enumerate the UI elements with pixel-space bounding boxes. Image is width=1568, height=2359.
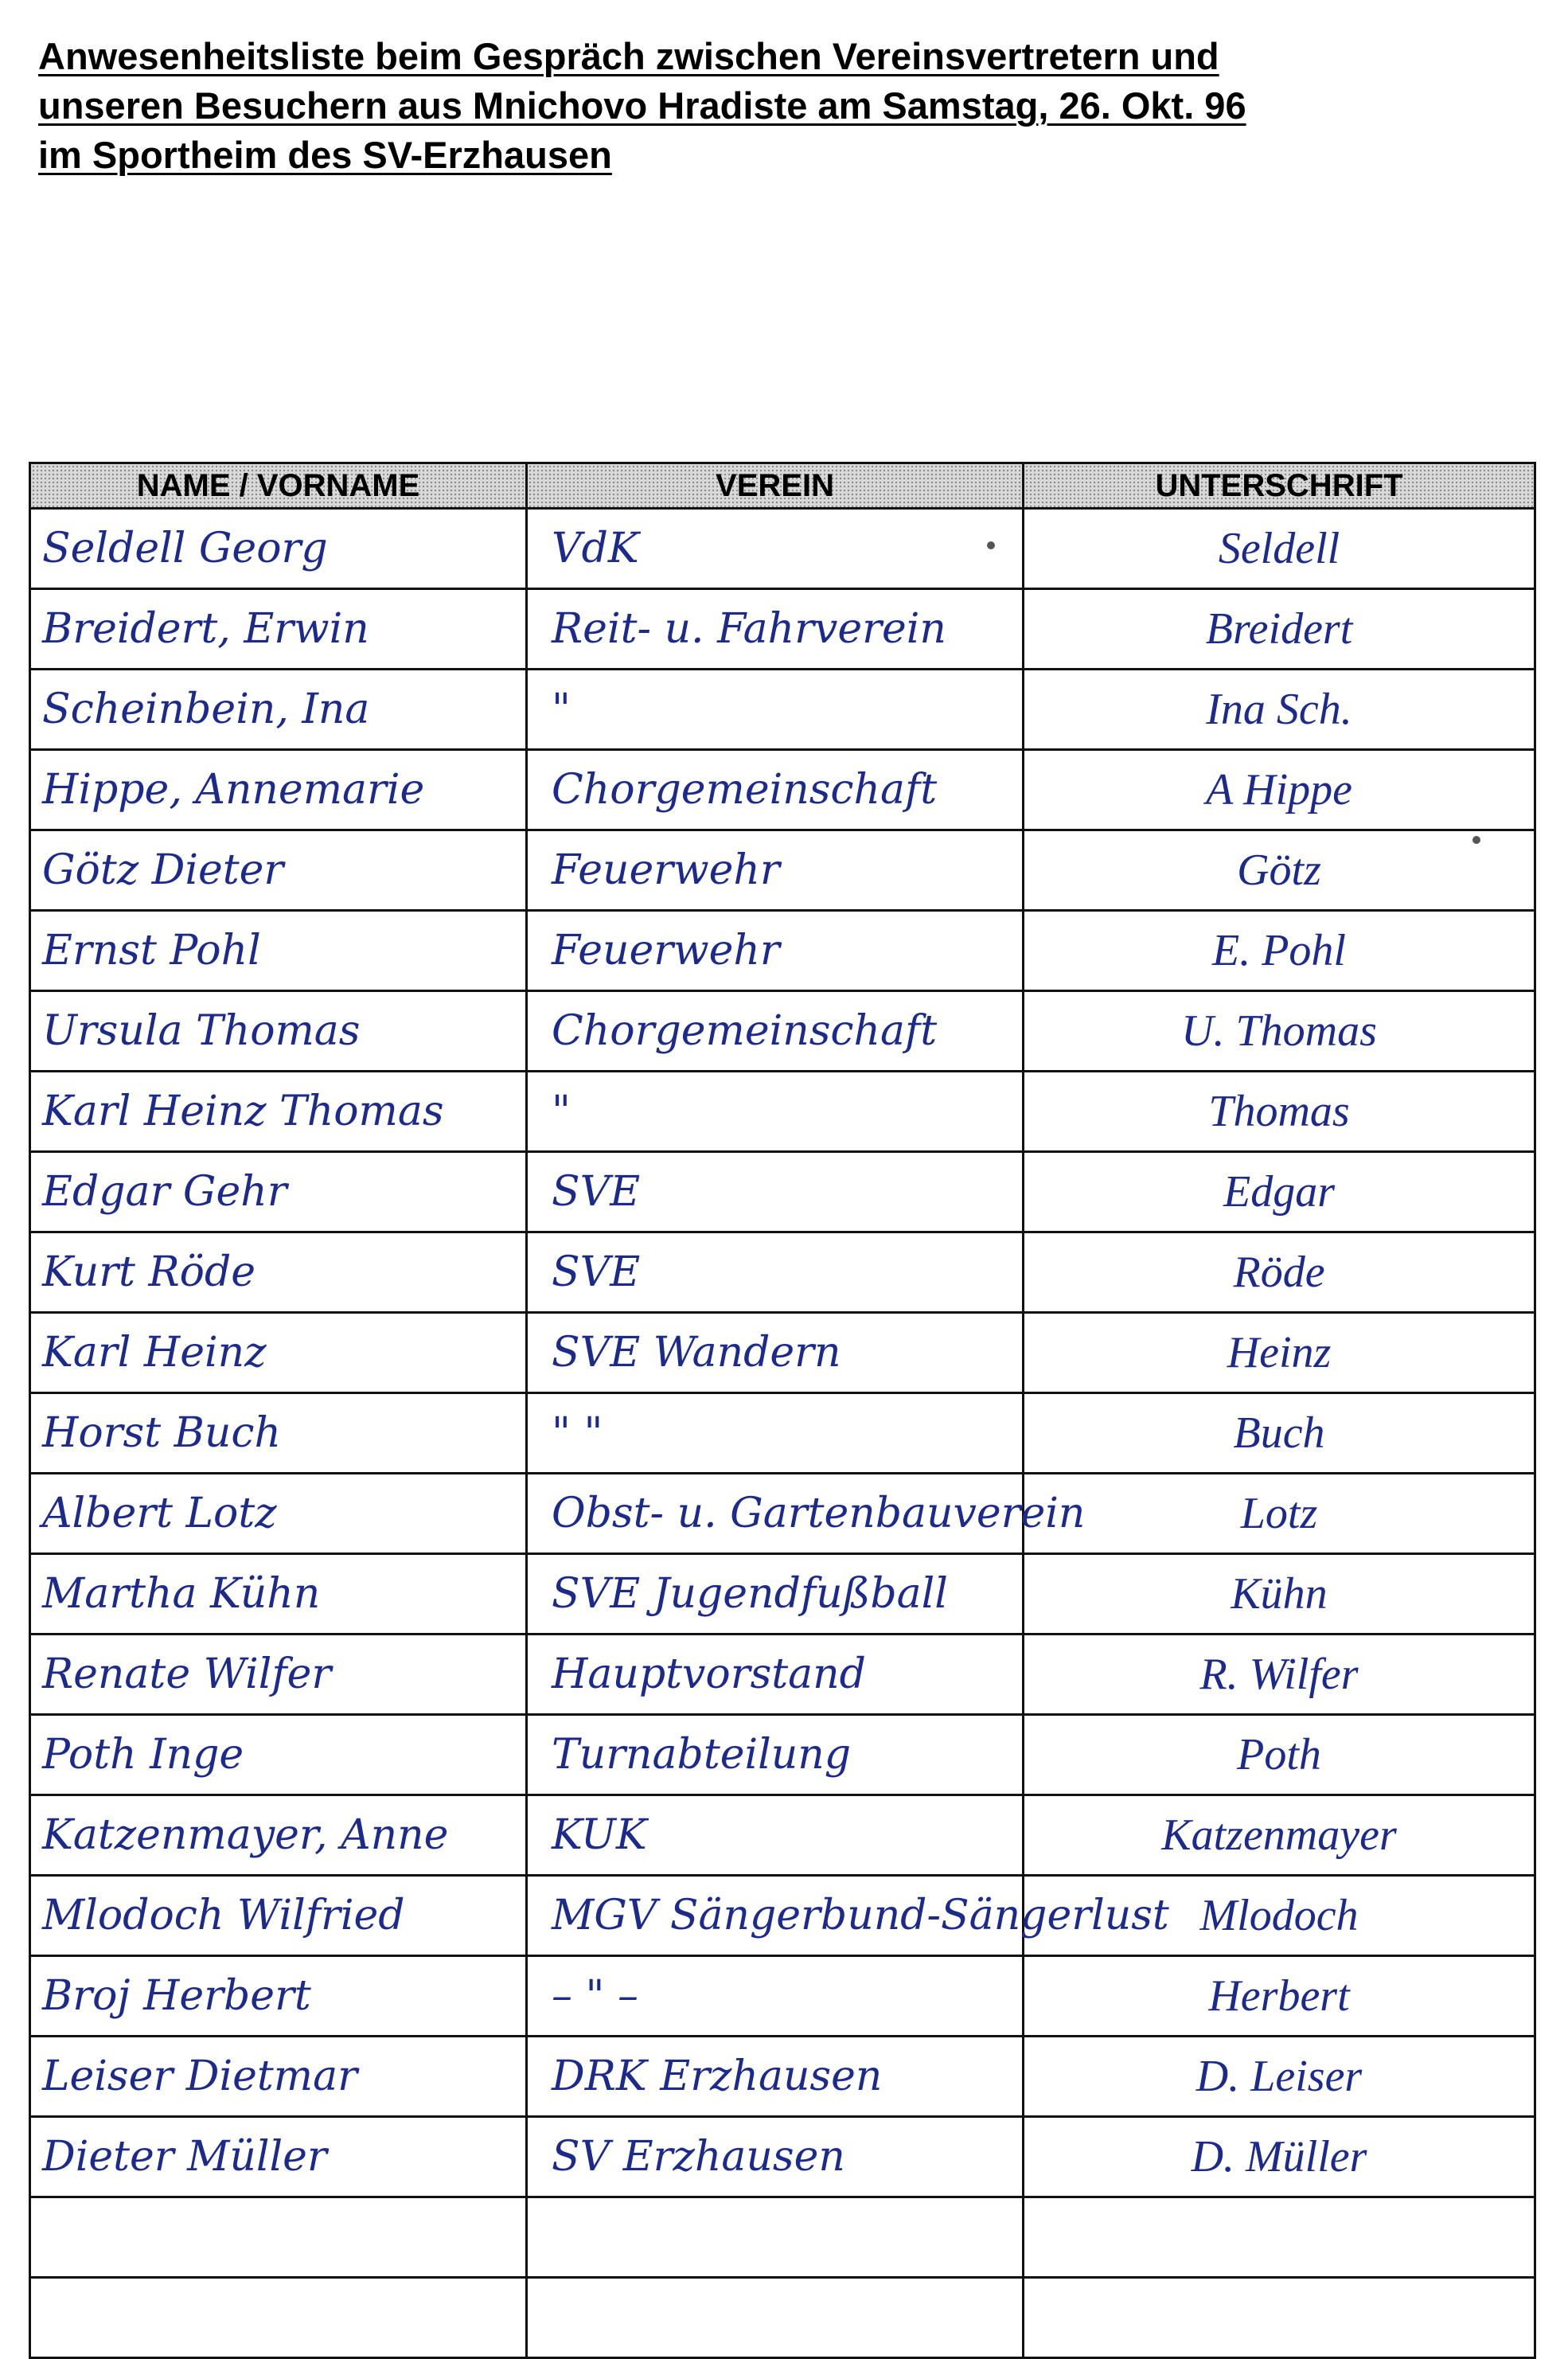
name-cell: Scheinbein, Ina bbox=[30, 670, 527, 750]
scan-speck bbox=[987, 541, 995, 549]
verein-cell bbox=[527, 2278, 1024, 2358]
signature-cell: D. Müller bbox=[1024, 2117, 1535, 2197]
verein-cell: VdK bbox=[527, 509, 1024, 589]
column-header-signature: UNTERSCHRIFT bbox=[1024, 463, 1535, 509]
attendance-rows bbox=[30, 509, 1535, 2358]
scan-speck bbox=[1472, 836, 1480, 844]
name-cell: Martha Kühn bbox=[30, 1554, 527, 1635]
table-row bbox=[30, 1232, 1535, 1313]
signature-cell: Mlodoch bbox=[1024, 1876, 1535, 1956]
table-row bbox=[30, 1795, 1535, 1876]
name-cell: Ernst Pohl bbox=[30, 911, 527, 991]
table-row bbox=[30, 670, 1535, 750]
table-row bbox=[30, 1393, 1535, 1474]
signature-cell bbox=[1024, 2197, 1535, 2278]
table-row bbox=[30, 589, 1535, 670]
name-cell: Karl Heinz Thomas bbox=[30, 1072, 527, 1152]
column-header-verein: VEREIN bbox=[527, 463, 1024, 509]
name-cell: Breidert, Erwin bbox=[30, 589, 527, 670]
verein-cell: DRK Erzhausen bbox=[527, 2037, 1024, 2117]
name-cell: Edgar Gehr bbox=[30, 1152, 527, 1232]
table-row bbox=[30, 1072, 1535, 1152]
verein-cell: " " bbox=[527, 1393, 1024, 1474]
table-row bbox=[30, 1313, 1535, 1393]
verein-cell: Obst- u. Gartenbauverein bbox=[527, 1474, 1024, 1554]
verein-cell: SV Erzhausen bbox=[527, 2117, 1024, 2197]
signature-cell: Thomas bbox=[1024, 1072, 1535, 1152]
signature-cell: Götz bbox=[1024, 830, 1535, 911]
name-cell: Kurt Röde bbox=[30, 1232, 527, 1313]
name-cell: Mlodoch Wilfried bbox=[30, 1876, 527, 1956]
table-row bbox=[30, 509, 1535, 589]
verein-cell: – " – bbox=[527, 1956, 1024, 2037]
signature-cell: Katzenmayer bbox=[1024, 1795, 1535, 1876]
heading-line-3: im Sportheim des SV-Erzhausen bbox=[38, 134, 612, 176]
verein-cell: SVE bbox=[527, 1232, 1024, 1313]
signature-cell: A Hippe bbox=[1024, 750, 1535, 830]
signature-cell: Lotz bbox=[1024, 1474, 1535, 1554]
verein-cell: Reit- u. Fahrverein bbox=[527, 589, 1024, 670]
signature-cell: Buch bbox=[1024, 1393, 1535, 1474]
signature-cell: Heinz bbox=[1024, 1313, 1535, 1393]
signature-cell: Poth bbox=[1024, 1715, 1535, 1795]
verein-cell: " bbox=[527, 1072, 1024, 1152]
signature-cell: Ina Sch. bbox=[1024, 670, 1535, 750]
signature-cell: Herbert bbox=[1024, 1956, 1535, 2037]
verein-cell: SVE Jugendfußball bbox=[527, 1554, 1024, 1635]
name-cell: Ursula Thomas bbox=[30, 991, 527, 1072]
signature-cell: U. Thomas bbox=[1024, 991, 1535, 1072]
table-row bbox=[30, 1152, 1535, 1232]
table-header-row bbox=[30, 463, 1535, 509]
verein-cell: Chorgemeinschaft bbox=[527, 750, 1024, 830]
name-cell: Dieter Müller bbox=[30, 2117, 527, 2197]
table-row bbox=[30, 2117, 1535, 2197]
name-cell: Karl Heinz bbox=[30, 1313, 527, 1393]
heading-line-2: unseren Besuchern aus Mnichovo Hradiste am Samstag, 26. Okt. 96 bbox=[38, 84, 1246, 127]
name-cell: Broj Herbert bbox=[30, 1956, 527, 2037]
verein-cell: KUK bbox=[527, 1795, 1024, 1876]
table-row bbox=[30, 911, 1535, 991]
name-cell: Katzenmayer, Anne bbox=[30, 1795, 527, 1876]
name-cell: Leiser Dietmar bbox=[30, 2037, 527, 2117]
table-row bbox=[30, 1474, 1535, 1554]
signature-cell: Breidert bbox=[1024, 589, 1535, 670]
verein-cell: Hauptvorstand bbox=[527, 1635, 1024, 1715]
name-cell bbox=[30, 2278, 527, 2358]
heading-line-1: Anwesenheitsliste beim Gespräch zwischen Vereinsvertretern und bbox=[38, 35, 1219, 77]
table-row bbox=[30, 1715, 1535, 1795]
table-row bbox=[30, 1876, 1535, 1956]
table-row bbox=[30, 2278, 1535, 2358]
verein-cell: MGV Sängerbund-Sängerlust bbox=[527, 1876, 1024, 1956]
table-row bbox=[30, 750, 1535, 830]
table-row bbox=[30, 1554, 1535, 1635]
column-header-name: NAME / VORNAME bbox=[30, 463, 527, 509]
name-cell: Hippe, Annemarie bbox=[30, 750, 527, 830]
signature-cell: Röde bbox=[1024, 1232, 1535, 1313]
verein-cell bbox=[527, 2197, 1024, 2278]
verein-cell: Feuerwehr bbox=[527, 830, 1024, 911]
verein-cell: SVE Wandern bbox=[527, 1313, 1024, 1393]
signature-cell bbox=[1024, 2278, 1535, 2358]
verein-cell: " bbox=[527, 670, 1024, 750]
table-row bbox=[30, 1635, 1535, 1715]
signature-cell: Seldell bbox=[1024, 509, 1535, 589]
document-heading bbox=[38, 32, 1535, 180]
name-cell: Götz Dieter bbox=[30, 830, 527, 911]
name-cell: Seldell Georg bbox=[30, 509, 527, 589]
verein-cell: Chorgemeinschaft bbox=[527, 991, 1024, 1072]
signature-cell: R. Wilfer bbox=[1024, 1635, 1535, 1715]
signature-cell: D. Leiser bbox=[1024, 2037, 1535, 2117]
name-cell: Horst Buch bbox=[30, 1393, 527, 1474]
name-cell: Renate Wilfer bbox=[30, 1635, 527, 1715]
verein-cell: Feuerwehr bbox=[527, 911, 1024, 991]
name-cell: Poth Inge bbox=[30, 1715, 527, 1795]
signature-cell: E. Pohl bbox=[1024, 911, 1535, 991]
signature-cell: Edgar bbox=[1024, 1152, 1535, 1232]
table-row bbox=[30, 2037, 1535, 2117]
table-row bbox=[30, 2197, 1535, 2278]
verein-cell: Turnabteilung bbox=[527, 1715, 1024, 1795]
attendance-table bbox=[29, 462, 1536, 2334]
signature-cell: Kühn bbox=[1024, 1554, 1535, 1635]
table-row bbox=[30, 991, 1535, 1072]
name-cell: Albert Lotz bbox=[30, 1474, 527, 1554]
table-row bbox=[30, 1956, 1535, 2037]
table-row bbox=[30, 830, 1535, 911]
name-cell bbox=[30, 2197, 527, 2278]
verein-cell: SVE bbox=[527, 1152, 1024, 1232]
